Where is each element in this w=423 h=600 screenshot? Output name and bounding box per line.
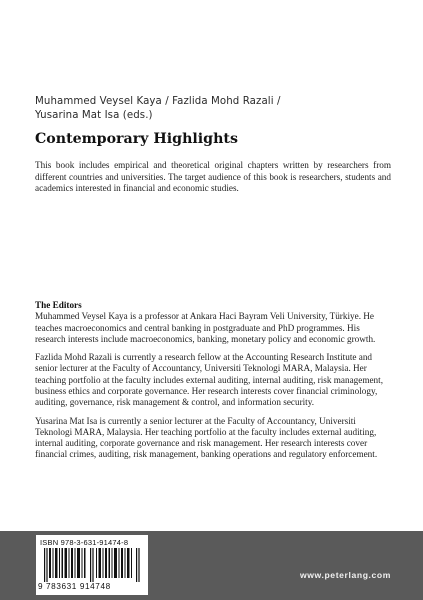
editors-names-line-1: Muhammed Veysel Kaya / Fazlida Mohd Razali / [35, 96, 281, 107]
barcode-digits: 9 783631 914748 [38, 582, 111, 591]
publisher-url: www.peterlang.com [299, 570, 391, 580]
editor-bio-razali: Fazlida Mohd Razali is currently a research fellow at the Accounting Research Institute and senior lecturer at the Faculty of Accountancy, Universiti Teknologi MARA, Malaysia. Her teaching portfolio at the faculty includes external auditing, internal auditing, risk management, business ethics and corporate governance. Her research interests cover financial criminology, auditing, governance, risk management & control, and information security. [35, 352, 383, 408]
editor-bio-mat-isa: Yusarina Mat Isa is currently a senior lecturer at the Faculty of Accountancy, Universiti Teknologi MARA, Malaysia. Her teaching portfolio at the faculty includes external auditing, internal auditing, corporate governance and risk management. Her research interests cover financial crimes, auditing, risk management, banking operations and regulatory enforcement. [35, 415, 378, 460]
cover-header [35, 95, 391, 204]
book-title: Contemporary Highlights [35, 131, 238, 147]
isbn-label: ISBN 978-3-631-91474-8 [40, 538, 129, 547]
editor-bio-kaya: Muhammed Veysel Kaya is a professor at Ankara Haci Bayram Veli University, Türkiye. He teaches macroeconomics and central banking in postgraduate and PhD programmes. His research interests include macroeconomics, banking, monetary policy and economic growth. [35, 311, 376, 344]
barcode-box [36, 535, 148, 595]
editors-names-line-2: Yusarina Mat Isa (eds.) [35, 110, 153, 121]
book-blurb: This book includes empirical and theoretical original chapters written by researchers from different countries and universities. The target audience of this book is researchers, students and academics interested in financial and economic studies. [35, 160, 391, 194]
barcode-image [44, 548, 140, 582]
editors-section [35, 300, 391, 468]
editors-heading: The Editors [35, 300, 82, 310]
